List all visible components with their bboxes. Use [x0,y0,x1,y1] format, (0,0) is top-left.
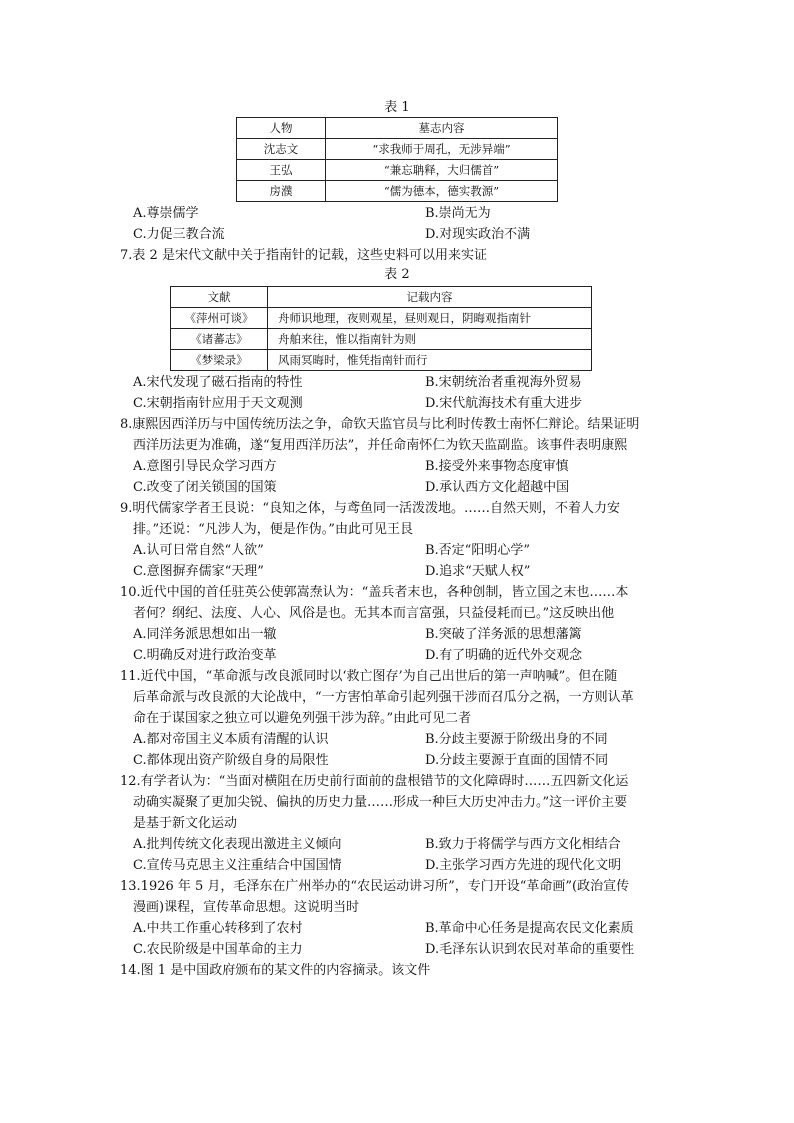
q11-stem-line: 后革命派与改良派的大论战中，“一方害怕革命引起列强干涉而召瓜分之祸，一方则认革 [133,690,634,705]
table2-cell: 舟师识地理，夜则观星，昼则观日，阴晦观指南针 [268,308,592,329]
q8-option-c: C.改变了闭关锁国的国策 [133,480,277,495]
q9-stem-line: 排。”还说：“凡涉人为，便是作伪。”由此可见王艮 [133,522,413,537]
q9-stem-line: 9.明代儒家学者王艮说：“良知之体，与鸢鱼同一活泼泼地。……自然天则，不着人力安 [120,501,621,516]
table2-cell: 舟舶来往，惟以指南针为则 [268,329,592,350]
q9-option-a: A.认可日常自然“人欲” [133,543,264,558]
q11-option-d: D.分歧主要源于直面的国情不同 [425,753,609,768]
table1-caption: 表 1 [384,100,410,115]
table2 [170,286,592,371]
table1-cell: 房濮 [237,181,326,202]
q7-stem: 7.表 2 是宋代文献中关于指南针的记载，这些史料可以用来实证 [120,248,487,263]
q6-option-b: B.崇尚无为 [425,206,491,221]
table-row [237,181,558,202]
table-row [171,350,592,371]
q8-option-b: B.接受外来事物态度审慎 [425,459,569,474]
q10-option-d: D.有了明确的近代外交观念 [425,648,583,663]
q6-option-d: D.对现实政治不满 [425,227,531,242]
q7-option-b: B.宋朝统治者重视海外贸易 [425,375,582,390]
q10-stem-line: 10.近代中国的首任驻英公使郭嵩焘认为：“盖兵者末也，各种创制，皆立国之末也……本 [120,585,629,600]
q13-stem-line: 漫画)课程，宣传革命思想。这说明当时 [133,900,360,915]
table1-cell: “求我师于周孔，无涉异端” [326,139,558,160]
table1-cell: “儒为德本，德实教源” [326,181,558,202]
q7-option-a: A.宋代发现了磁石指南的特性 [133,375,303,390]
q12-option-a: A.批判传统文化表现出激进主义倾向 [133,837,342,852]
table1-header-content: 墓志内容 [326,118,558,139]
table2-header-row [171,287,592,308]
table1-cell: 王弘 [237,160,326,181]
q11-stem-line: 命在于谋国家之独立可以避免列强干涉为辞。”由此可见二者 [133,711,472,726]
table2-header-content: 记载内容 [268,287,592,308]
q6-option-a: A.尊崇儒学 [133,206,199,221]
q9-option-c: C.意图摒弃儒家“天理” [133,564,264,579]
q12-stem-line: 动确实凝聚了更加尖锐、偏执的历史力量……形成一种巨大历史冲击力。”这一评价主要 [133,795,628,810]
q13-option-b: B.革命中心任务是提高农民文化素质 [425,921,634,936]
q6-option-c: C.力促三教合流 [133,227,225,242]
q8-option-a: A.意图引导民众学习西方 [133,459,277,474]
q7-option-c: C.宋朝指南针应用于天文观测 [133,396,303,411]
table2-header-source: 文献 [171,287,268,308]
q8-stem-line: 西洋历法更为准确，遂“复用西洋历法”，并任命南怀仁为钦天监副监。该事件表明康熙 [133,438,628,453]
q12-option-c: C.宣传马克思主义注重结合中国国情 [133,858,342,873]
q11-stem-line: 11.近代中国，“革命派与改良派同时以‘救亡图存’为自己出世后的第一声呐喊”。但在随 [120,669,618,684]
q7-option-d: D.宋代航海技术有重大进步 [425,396,583,411]
q10-option-b: B.突破了洋务派的思想藩篱 [425,627,582,642]
q10-option-c: C.明确反对进行政治变革 [133,648,277,663]
table1-header-row [237,118,558,139]
table1-cell: 沈志文 [237,139,326,160]
q12-stem-line: 12.有学者认为：“当面对横阻在历史前行面前的盘根错节的文化障碍时……五四新文化运 [120,774,629,789]
table2-cell: 风雨冥晦时，惟凭指南针而行 [268,350,592,371]
table2-cell: 《萍州可谈》 [171,308,268,329]
q12-stem-line: 是基于新文化运动 [133,816,238,831]
q8-stem-line: 8.康熙因西洋历与中国传统历法之争，命钦天监官员与比利时传教士南怀仁辩论。结果证明 [120,417,640,432]
q14-stem: 14.图 1 是中国政府颁布的某文件的内容摘录。该文件 [120,963,431,978]
table-row [237,160,558,181]
table2-cell: 《梦梁录》 [171,350,268,371]
q11-option-b: B.分歧主要源于阶级出身的不同 [425,732,608,747]
q13-option-a: A.中共工作重心转移到了农村 [133,921,303,936]
table-row [171,329,592,350]
table1 [236,117,558,202]
q9-option-b: B.否定“阳明心学” [425,543,530,558]
q11-option-c: C.都体现出资产阶级自身的局限性 [133,753,329,768]
table-row [237,139,558,160]
q12-option-b: B.致力于将儒学与西方文化相结合 [425,837,621,852]
q12-option-d: D.主张学习西方先进的现代化文明 [425,858,622,873]
q10-stem-line: 者何？纲纪、法度、人心、风俗是也。无其本而言富强，只益侵耗而已。”这反映出他 [133,606,615,621]
table2-caption: 表 2 [384,267,410,282]
table1-header-person: 人物 [237,118,326,139]
table-row [171,308,592,329]
table1-cell: “兼忘聃释，大归儒首” [326,160,558,181]
q9-option-d: D.追求“天赋人权” [425,564,531,579]
table2-cell: 《诸蕃志》 [171,329,268,350]
q13-option-d: D.毛泽东认识到农民对革命的重要性 [425,942,635,957]
q8-option-d: D.承认西方文化超越中国 [425,480,570,495]
q11-option-a: A.都对帝国主义本质有清醒的认识 [133,732,329,747]
q13-stem-line: 13.1926 年 5 月，毛泽东在广州举办的“农民运动讲习所”，专门开设“革命画”(政治宣传 [120,879,630,894]
q13-option-c: C.农民阶级是中国革命的主力 [133,942,303,957]
q10-option-a: A.同洋务派思想如出一辙 [133,627,277,642]
